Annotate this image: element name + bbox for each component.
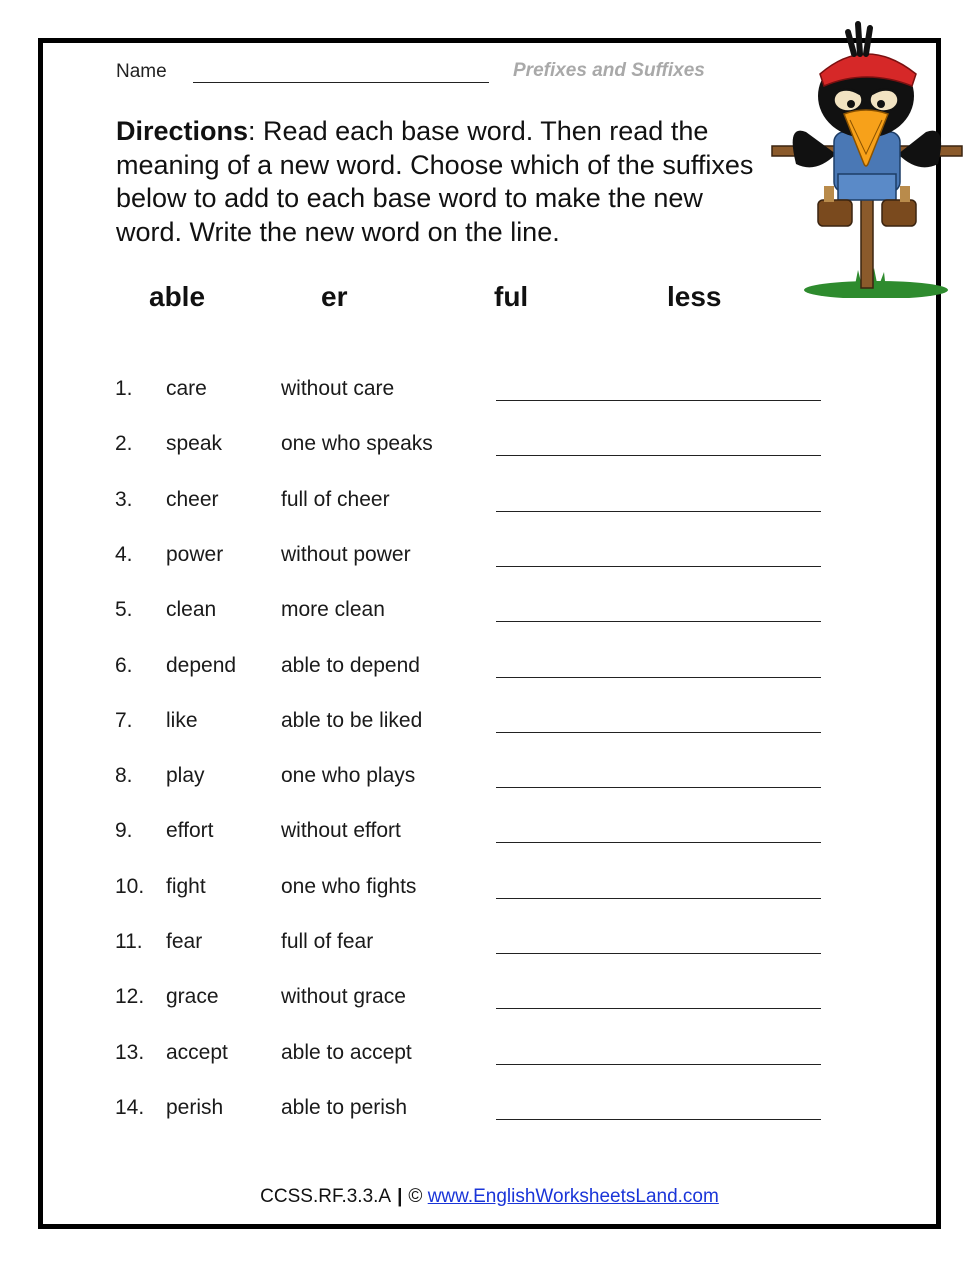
answer-line[interactable]	[496, 1008, 821, 1009]
exercise-row	[0, 985, 979, 1025]
exercise-row	[0, 1041, 979, 1081]
word-meaning: able to accept	[281, 1040, 412, 1064]
suffix-less: less	[667, 281, 722, 312]
exercise-row	[0, 764, 979, 804]
item-number: 1.	[115, 377, 133, 400]
answer-line[interactable]	[496, 787, 821, 788]
directions-text	[116, 115, 766, 249]
item-number: 14.	[115, 1095, 145, 1119]
word-meaning: able to perish	[281, 1095, 408, 1119]
directions-body: : Read each base word. Then read the meaning of a new word. Choose which of the suffixes below to add to each base word to make the new word. Write the new word on the line.	[116, 116, 754, 247]
word-meaning: without effort	[281, 819, 401, 843]
base-word: cheer	[166, 487, 219, 511]
website-link[interactable]: www.EnglishWorksheetsLand.com	[427, 1186, 719, 1207]
base-word: accept	[166, 1040, 228, 1064]
answer-line[interactable]	[496, 511, 821, 512]
item-number: 7.	[115, 708, 133, 732]
exercise-row	[0, 598, 979, 638]
item-number: 3.	[115, 487, 133, 511]
base-word: play	[166, 764, 205, 788]
word-meaning: able to depend	[281, 653, 420, 677]
word-meaning: without power	[281, 542, 411, 566]
copyright-symbol: ©	[408, 1186, 423, 1207]
item-number: 2.	[115, 432, 133, 456]
base-word: depend	[166, 653, 237, 677]
base-word: power	[166, 542, 224, 566]
word-meaning: without grace	[281, 985, 406, 1009]
exercise-row	[0, 875, 979, 915]
directions-label: Directions	[116, 116, 249, 146]
exercise-row	[0, 819, 979, 859]
base-word: speak	[166, 432, 223, 456]
footer-separator: |	[397, 1186, 403, 1207]
item-number: 4.	[115, 542, 133, 566]
answer-line[interactable]	[496, 953, 821, 954]
base-word: fight	[166, 874, 206, 898]
word-meaning: without care	[281, 377, 395, 400]
base-word: grace	[166, 985, 219, 1009]
item-number: 9.	[115, 819, 133, 843]
worksheet-title: Prefixes and Suffixes	[513, 60, 705, 81]
base-word: perish	[166, 1095, 224, 1119]
answer-line[interactable]	[496, 455, 821, 456]
exercise-row	[0, 1096, 979, 1136]
scarecrow-crow-icon	[766, 14, 968, 298]
item-number: 11.	[115, 930, 143, 953]
answer-line[interactable]	[496, 1064, 821, 1065]
item-number: 5.	[115, 598, 133, 622]
name-input-line[interactable]	[193, 82, 489, 83]
item-number: 13.	[115, 1040, 145, 1064]
answer-line[interactable]	[496, 842, 821, 843]
base-word: effort	[166, 819, 214, 843]
item-number: 8.	[115, 764, 133, 788]
base-word: care	[166, 377, 207, 400]
answer-line[interactable]	[496, 621, 821, 622]
item-number: 10.	[115, 874, 145, 898]
suffix-ful: ful	[494, 281, 529, 312]
word-meaning: one who speaks	[281, 432, 433, 456]
standard-code: CCSS.RF.3.3.A	[260, 1186, 392, 1207]
word-meaning: one who plays	[281, 764, 416, 788]
exercise-row	[0, 432, 979, 472]
word-meaning: full of fear	[281, 930, 374, 953]
word-meaning: full of cheer	[281, 487, 390, 511]
base-word: fear	[166, 930, 203, 953]
exercise-row	[0, 709, 979, 749]
exercise-row	[0, 488, 979, 528]
item-number: 6.	[115, 653, 133, 677]
word-meaning: one who fights	[281, 874, 417, 898]
answer-line[interactable]	[496, 400, 821, 401]
base-word: clean	[166, 598, 217, 622]
word-meaning: more clean	[281, 598, 385, 622]
exercise-row	[0, 377, 979, 417]
exercise-row	[0, 654, 979, 694]
word-meaning: able to be liked	[281, 708, 423, 732]
answer-line[interactable]	[496, 732, 821, 733]
suffix-able: able	[149, 281, 206, 312]
answer-line[interactable]	[496, 898, 821, 899]
name-label: Name	[116, 61, 167, 82]
footer	[0, 1186, 979, 1208]
item-number: 12.	[115, 985, 145, 1009]
base-word: like	[166, 708, 198, 732]
answer-line[interactable]	[496, 1119, 821, 1120]
suffix-er: er	[321, 281, 348, 312]
exercise-row	[0, 930, 979, 970]
answer-line[interactable]	[496, 677, 821, 678]
answer-line[interactable]	[496, 566, 821, 567]
exercise-row	[0, 543, 979, 583]
